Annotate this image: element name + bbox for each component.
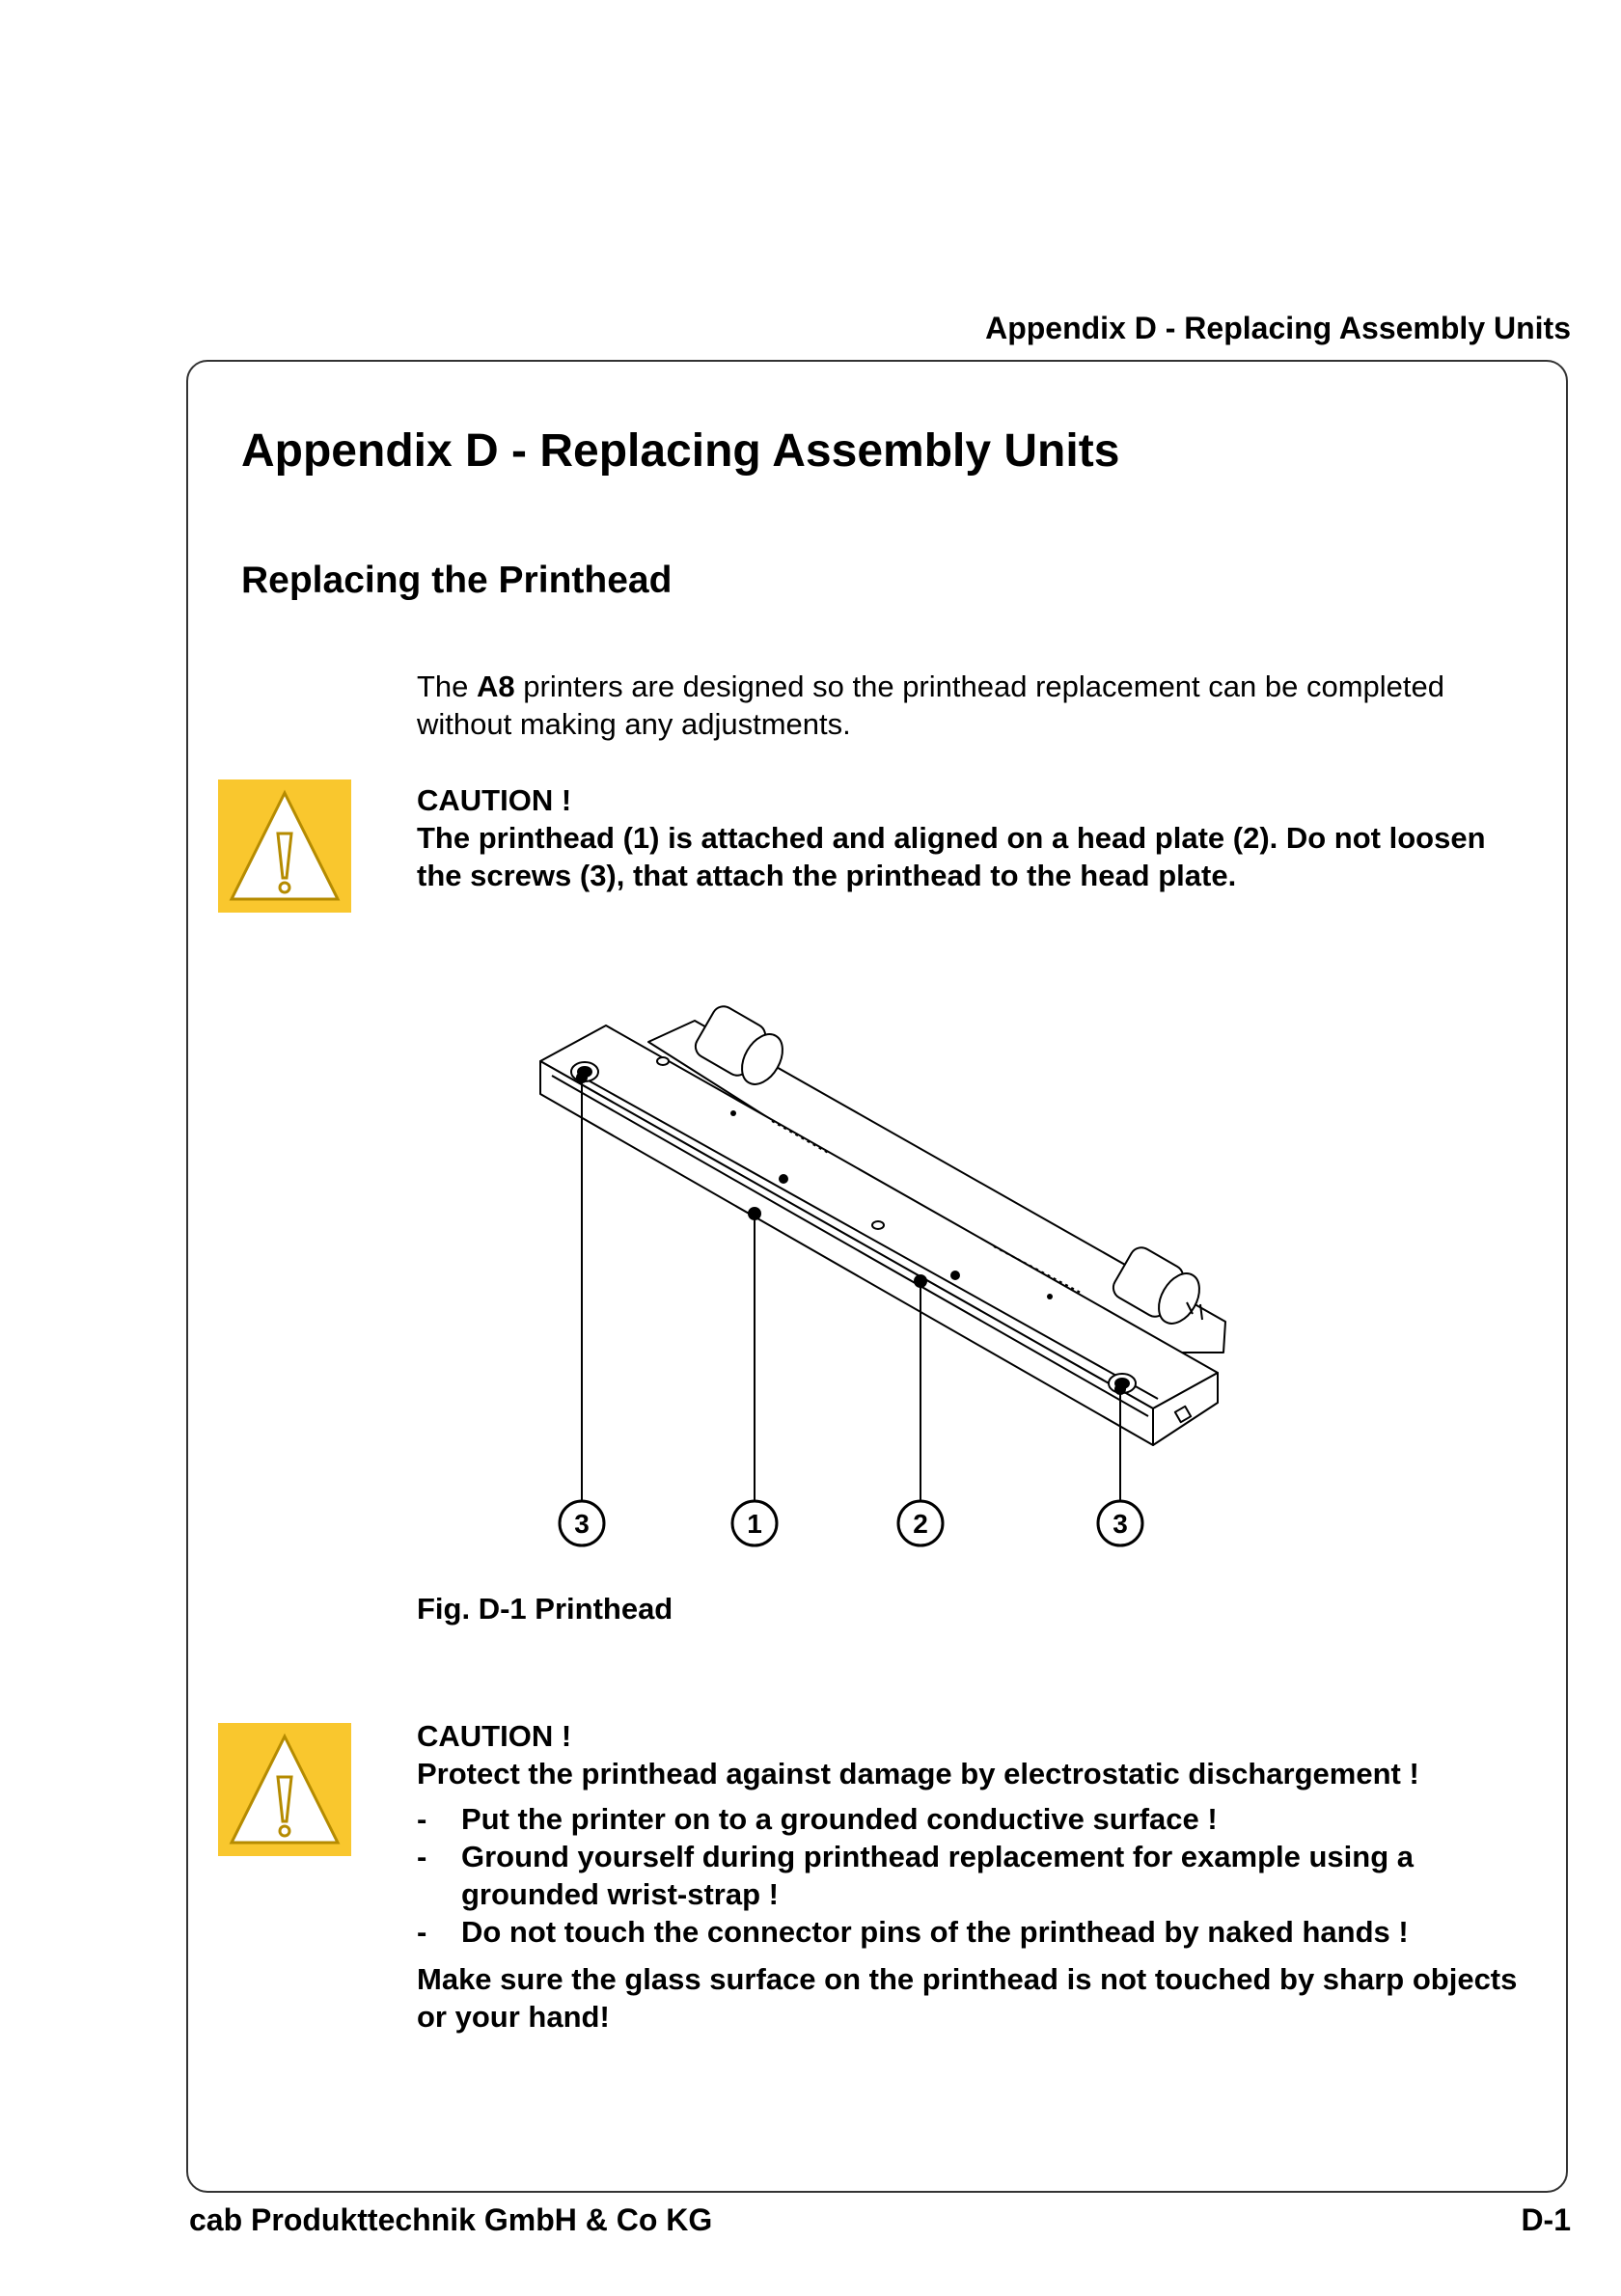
intro-model: A8 [477, 670, 515, 703]
callout-label: 3 [1113, 1509, 1128, 1539]
figure-caption: Fig. D-1 Printhead [417, 1592, 673, 1626]
callout-label: 3 [574, 1509, 590, 1539]
printhead-figure [521, 1003, 1254, 1553]
caution-closing: Make sure the glass surface on the printhead is not touched by sharp objects or your hand! [417, 1962, 1518, 2034]
list-item: - Do not touch the connector pins of the printhead by naked hands ! [417, 1915, 1409, 1949]
section-title: Replacing the Printhead [241, 560, 673, 601]
caution-lead: Protect the printhead against damage by electrostatic dischargement ! [417, 1757, 1419, 1790]
footer-company: cab Produkttechnik GmbH & Co KG [189, 2202, 713, 2237]
list-item-text: Do not touch the connector pins of the printhead by naked hands ! [461, 1915, 1409, 1949]
page-title: Appendix D - Replacing Assembly Units [241, 425, 1120, 477]
callout-label: 1 [747, 1509, 762, 1539]
footer-page-number: D-1 [1521, 2202, 1571, 2237]
running-header: Appendix D - Replacing Assembly Units [985, 311, 1571, 345]
caution-block-1 [417, 781, 1526, 894]
list-item: - Put the printer on to a grounded conductive surface ! [417, 1802, 1218, 1836]
warning-triangle-icon [218, 1723, 351, 1856]
caution-list [417, 1800, 1526, 1951]
intro-paragraph [417, 668, 1517, 743]
list-item-text: Put the printer on to a grounded conductive surface ! [461, 1802, 1218, 1836]
list-item-text: Ground yourself during printhead replacement for example using a grounded wrist-strap ! [461, 1840, 1415, 1911]
intro-prefix: The [417, 670, 478, 703]
caution-text: The printhead (1) is attached and aligned on a head plate (2). Do not loosen the screws (3), that attach the printhead to the head plate. [417, 821, 1486, 892]
caution-label: CAUTION ! [417, 1719, 572, 1753]
head-plate-top [540, 1025, 1218, 1408]
caution-block-2 [417, 1717, 1526, 2036]
intro-suffix: printers are designed so the printhead replacement can be completed without making any adjustments. [417, 670, 1444, 741]
caution-label: CAUTION ! [417, 783, 572, 817]
callout-label: 2 [913, 1509, 928, 1539]
list-item: - Ground yourself during printhead replacement for example using a grounded wrist-strap ! [417, 1840, 1415, 1911]
warning-triangle-icon [218, 779, 351, 913]
